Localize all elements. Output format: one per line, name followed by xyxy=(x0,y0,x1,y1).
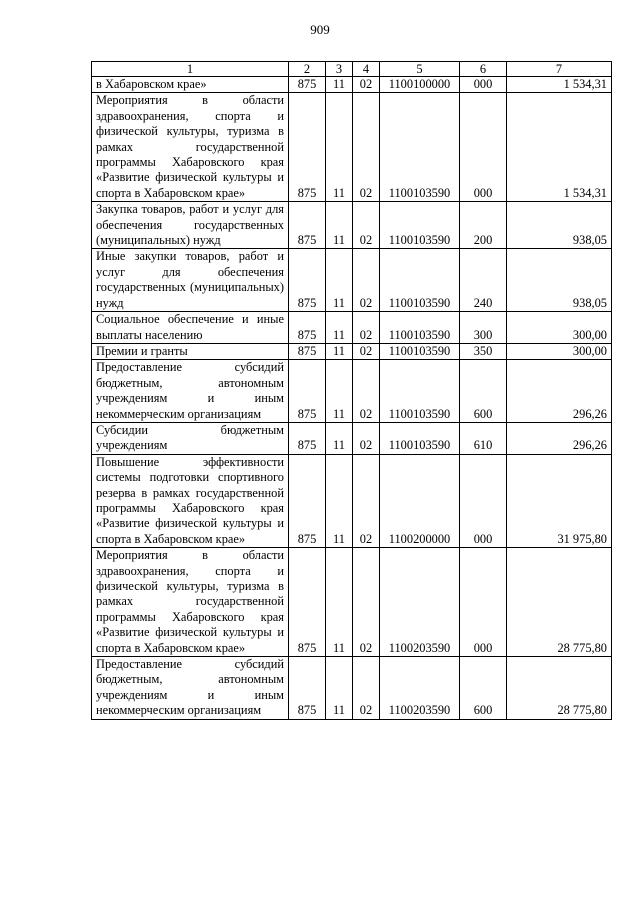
row-target-article: 1100103590 xyxy=(380,360,460,423)
page-number: 909 xyxy=(310,22,330,37)
row-expense-type: 000 xyxy=(460,93,507,202)
row-target-article: 1100103590 xyxy=(380,343,460,359)
row-ministry-code: 875 xyxy=(289,77,326,93)
row-description: Предоставление субсидий бюджетным, автономным учреждениям и иным некоммерческим организациям xyxy=(92,657,289,720)
row-expense-type: 300 xyxy=(460,312,507,344)
row-ministry-code: 875 xyxy=(289,343,326,359)
row-subsection-code: 02 xyxy=(353,454,380,547)
row-amount: 938,05 xyxy=(507,202,612,249)
row-target-article: 1100203590 xyxy=(380,657,460,720)
row-section-code: 11 xyxy=(326,312,353,344)
row-subsection-code: 02 xyxy=(353,657,380,720)
row-target-article: 1100100000 xyxy=(380,77,460,93)
row-section-code: 11 xyxy=(326,249,353,312)
row-expense-type: 600 xyxy=(460,360,507,423)
row-description: Субсидии бюджетным учреждениям xyxy=(92,422,289,454)
table-row xyxy=(92,202,612,249)
row-subsection-code: 02 xyxy=(353,422,380,454)
row-section-code: 11 xyxy=(326,454,353,547)
row-section-code: 11 xyxy=(326,657,353,720)
row-expense-type: 600 xyxy=(460,657,507,720)
table-row xyxy=(92,360,612,423)
row-amount: 1 534,31 xyxy=(507,77,612,93)
row-section-code: 11 xyxy=(326,422,353,454)
row-description: Закупка товаров, работ и услуг для обеспечения государственных (муниципальных) нужд xyxy=(92,202,289,249)
header-col-1: 1 xyxy=(92,62,289,77)
header-col-7: 7 xyxy=(507,62,612,77)
row-expense-type: 000 xyxy=(460,548,507,657)
table-row xyxy=(92,343,612,359)
header-col-5: 5 xyxy=(380,62,460,77)
table-row xyxy=(92,548,612,657)
row-target-article: 1100200000 xyxy=(380,454,460,547)
row-description: Мероприятия в области здравоохранения, спорта и физической культуры, туризма в рамках государственной программы Хабаровского края «Развитие физической культуры и спорта в Хабаровском крае» xyxy=(92,548,289,657)
row-expense-type: 200 xyxy=(460,202,507,249)
row-description: Предоставление субсидий бюджетным, автономным учреждениям и иным некоммерческим организациям xyxy=(92,360,289,423)
row-target-article: 1100103590 xyxy=(380,312,460,344)
row-ministry-code: 875 xyxy=(289,422,326,454)
row-subsection-code: 02 xyxy=(353,202,380,249)
row-amount: 300,00 xyxy=(507,312,612,344)
table-row xyxy=(92,249,612,312)
row-section-code: 11 xyxy=(326,548,353,657)
row-subsection-code: 02 xyxy=(353,249,380,312)
row-expense-type: 610 xyxy=(460,422,507,454)
row-ministry-code: 875 xyxy=(289,657,326,720)
table-row xyxy=(92,312,612,344)
row-subsection-code: 02 xyxy=(353,548,380,657)
row-section-code: 11 xyxy=(326,360,353,423)
row-target-article: 1100103590 xyxy=(380,422,460,454)
row-expense-type: 240 xyxy=(460,249,507,312)
row-section-code: 11 xyxy=(326,93,353,202)
row-expense-type: 350 xyxy=(460,343,507,359)
row-target-article: 1100103590 xyxy=(380,202,460,249)
row-ministry-code: 875 xyxy=(289,202,326,249)
row-subsection-code: 02 xyxy=(353,343,380,359)
table-row xyxy=(92,422,612,454)
row-subsection-code: 02 xyxy=(353,360,380,423)
row-ministry-code: 875 xyxy=(289,454,326,547)
table-row xyxy=(92,657,612,720)
row-ministry-code: 875 xyxy=(289,548,326,657)
row-section-code: 11 xyxy=(326,343,353,359)
row-expense-type: 000 xyxy=(460,77,507,93)
table-row xyxy=(92,454,612,547)
row-description: Мероприятия в области здравоохранения, спорта и физической культуры, туризма в рамках государственной программы Хабаровского края «Развитие физической культуры и спорта в Хабаровском крае» xyxy=(92,93,289,202)
row-target-article: 1100103590 xyxy=(380,249,460,312)
row-target-article: 1100203590 xyxy=(380,548,460,657)
header-col-3: 3 xyxy=(326,62,353,77)
row-amount: 1 534,31 xyxy=(507,93,612,202)
row-amount: 28 775,80 xyxy=(507,657,612,720)
row-subsection-code: 02 xyxy=(353,93,380,202)
header-col-2: 2 xyxy=(289,62,326,77)
row-ministry-code: 875 xyxy=(289,312,326,344)
row-section-code: 11 xyxy=(326,77,353,93)
row-amount: 938,05 xyxy=(507,249,612,312)
row-ministry-code: 875 xyxy=(289,249,326,312)
budget-table xyxy=(91,61,612,720)
table-row xyxy=(92,77,612,93)
row-subsection-code: 02 xyxy=(353,77,380,93)
row-subsection-code: 02 xyxy=(353,312,380,344)
row-description: Премии и гранты xyxy=(92,343,289,359)
header-col-6: 6 xyxy=(460,62,507,77)
header-col-4: 4 xyxy=(353,62,380,77)
row-amount: 300,00 xyxy=(507,343,612,359)
row-description: Иные закупки товаров, работ и услуг для обеспечения государственных (муниципальных) нужд xyxy=(92,249,289,312)
row-ministry-code: 875 xyxy=(289,93,326,202)
row-expense-type: 000 xyxy=(460,454,507,547)
header-row xyxy=(92,62,612,77)
row-description: Повышение эффективности системы подготовки спортивного резерва в рамках государственной программы Хабаровского края «Развитие физической культуры и спорта в Хабаровском крае» xyxy=(92,454,289,547)
row-section-code: 11 xyxy=(326,202,353,249)
row-amount: 28 775,80 xyxy=(507,548,612,657)
row-ministry-code: 875 xyxy=(289,360,326,423)
row-amount: 296,26 xyxy=(507,360,612,423)
row-target-article: 1100103590 xyxy=(380,93,460,202)
row-amount: 296,26 xyxy=(507,422,612,454)
row-amount: 31 975,80 xyxy=(507,454,612,547)
table-row xyxy=(92,93,612,202)
row-description: в Хабаровском крае» xyxy=(92,77,289,93)
row-description: Социальное обеспечение и иные выплаты населению xyxy=(92,312,289,344)
